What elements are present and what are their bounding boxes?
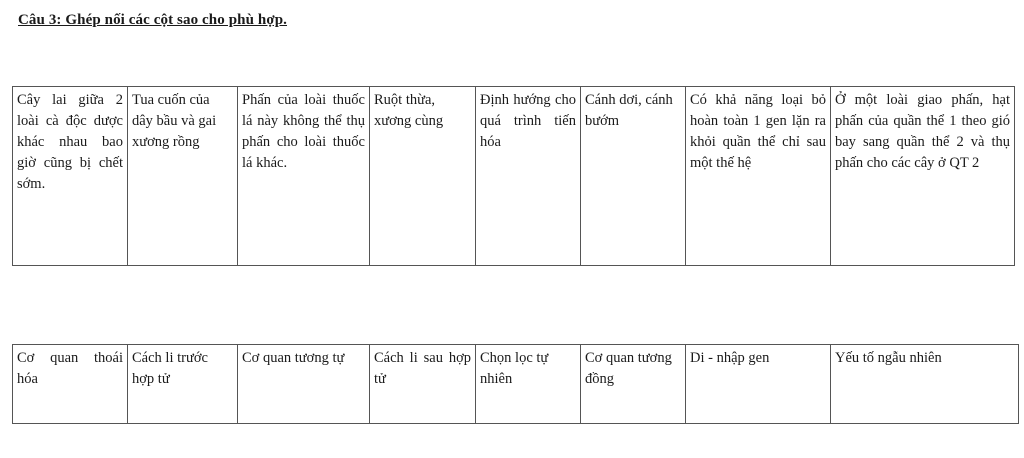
situation-cell: Định hướng cho quá trình tiến hóa xyxy=(476,87,581,266)
situations-row xyxy=(13,87,1015,266)
concept-cell: Cách li sau hợp tử xyxy=(370,345,476,424)
situation-cell: Ruột thừa, xương cùng xyxy=(370,87,476,266)
situation-cell: Cánh dơi, cánh bướm xyxy=(581,87,686,266)
concept-cell: Chọn lọc tự nhiên xyxy=(476,345,581,424)
situation-cell: Phấn của loài thuốc lá này không thể thụ phấn cho loài thuốc lá khác. xyxy=(238,87,370,266)
concepts-row xyxy=(13,345,1019,424)
question-title: Câu 3: Ghép nối các cột sao cho phù hợp. xyxy=(18,12,288,28)
concept-cell: Cách li trước hợp tử xyxy=(128,345,238,424)
concept-cell: Yếu tố ngẫu nhiên xyxy=(831,345,1019,424)
concept-cell: Cơ quan thoái hóa xyxy=(13,345,128,424)
concept-cell: Cơ quan tương đồng xyxy=(581,345,686,424)
situation-cell: Ở một loài giao phấn, hạt phấn của quần thể 1 theo gió bay sang quần thể 2 và thụ phấn cho các cây ở QT 2 xyxy=(831,87,1015,266)
concept-cell: Cơ quan tương tự xyxy=(238,345,370,424)
situation-cell: Tua cuốn của dây bầu và gai xương rồng xyxy=(128,87,238,266)
situations-table xyxy=(12,86,1015,266)
situation-cell: Cây lai giữa 2 loài cà độc dược khác nhau bao giờ cũng bị chết sớm. xyxy=(13,87,128,266)
situation-cell: Có khả năng loại bỏ hoàn toàn 1 gen lặn ra khỏi quần thể chỉ sau một thế hệ xyxy=(686,87,831,266)
concept-cell: Di - nhập gen xyxy=(686,345,831,424)
concepts-table xyxy=(12,344,1019,424)
